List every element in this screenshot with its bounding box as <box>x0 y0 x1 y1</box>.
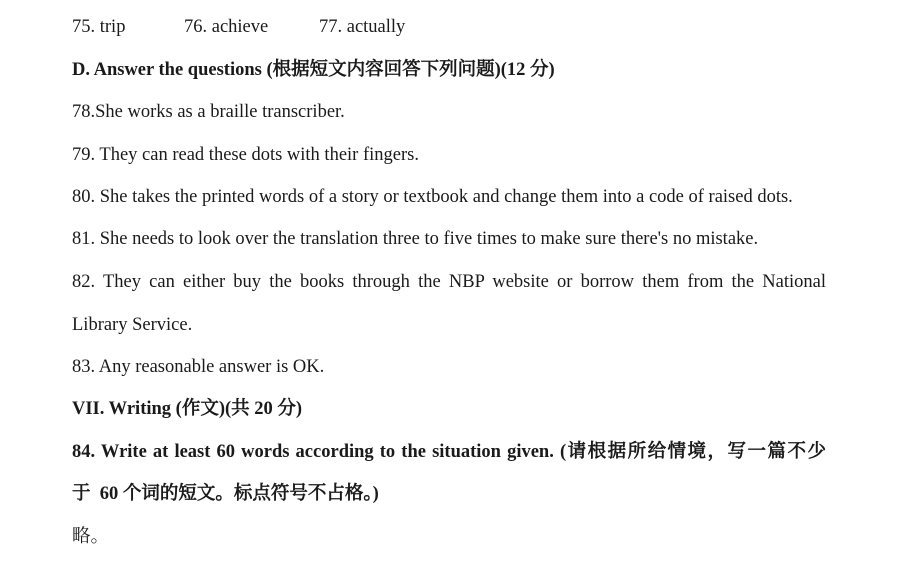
section-d-heading: D. Answer the questions (根据短文内容回答下列问题)(12 分) <box>72 60 555 80</box>
writing-answer: 略。 <box>72 527 110 547</box>
answer-81: 81. She needs to look over the translation three to five times to make sure there's no mistake. <box>72 229 759 249</box>
answer-78: 78.She works as a braille transcriber. <box>72 102 345 122</box>
writing-prompt-line1: 84. Write at least 60 words according to the situation given. (请根据所给情境，写一篇不少 <box>72 442 826 462</box>
vocab-answer-77: 77. actually <box>319 17 406 37</box>
vocab-answer-75: 75. trip <box>72 17 126 37</box>
answer-80: 80. She takes the printed words of a story or textbook and change them into a code of raised dots. <box>72 187 793 207</box>
vocab-answer-76: 76. achieve <box>184 17 269 37</box>
answer-82-line2: Library Service. <box>72 315 193 335</box>
answer-83: 83. Any reasonable answer is OK. <box>72 357 325 377</box>
answer-79: 79. They can read these dots with their fingers. <box>72 145 419 165</box>
section-vii-heading: VII. Writing (作文)(共 20 分) <box>72 399 303 419</box>
answer-82-line1: 82. They can either buy the books through the NBP website or borrow them from the National <box>72 272 826 292</box>
vocab-answers-row <box>72 14 405 40</box>
writing-prompt-line2: 于 60 个词的短文。标点符号不占格。) <box>72 484 379 504</box>
